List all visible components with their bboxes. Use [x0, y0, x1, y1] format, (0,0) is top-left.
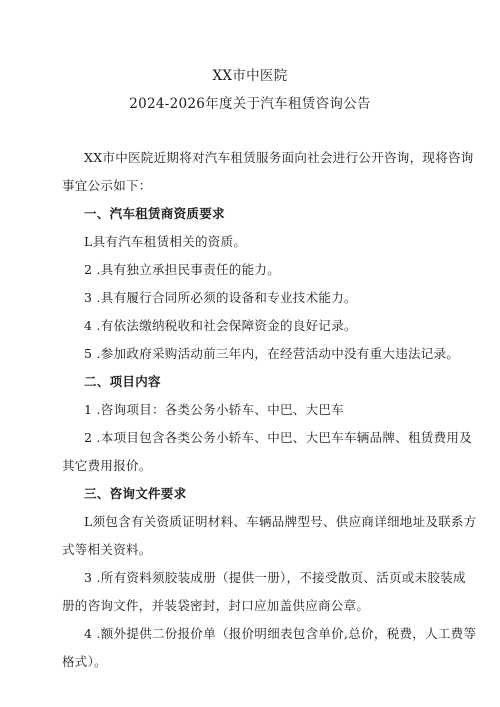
s2-item-1: 1 .咨询项目：各类公务小轿车、中巴、大巴车 — [84, 402, 345, 417]
s1-item-4: 4 .有依法缴纳税收和社会保障资金的良好记录。 — [84, 318, 357, 333]
s3-item-1-line-1: L须包含有关资质证明材料、车辆品牌型号、供应商详细地址及联系方 — [84, 514, 477, 529]
s2-item-2-line-2: 其它费用报价。 — [62, 458, 152, 473]
s1-item-2: 2 .具有独立承担民事责任的能力。 — [84, 262, 281, 277]
intro-line-1: XX市中医院近期将对汽车租赁服务面向社会进行公开咨询，现将咨询 — [84, 150, 474, 165]
s3-item-3-line-2: 册的咨询文件，并装袋密封，封口应加盖供应商公章。 — [62, 598, 370, 613]
s2-item-2-line-1: 2 .本项目包含各类公务小轿车、中巴、大巴车车辆品牌、租赁费用及 — [84, 430, 473, 445]
s1-item-1: L具有汽车租赁相关的资质。 — [84, 234, 247, 249]
s3-item-4-line-2: 格式）。 — [62, 654, 107, 669]
section-1-heading: 一、汽车租赁商资质要求 — [84, 206, 225, 221]
s3-item-1-line-2: 式等相关资料。 — [62, 542, 152, 557]
title-org: XX市中医院 — [212, 68, 288, 84]
s1-item-3: 3 .具有履行合同所必须的设备和专业技术能力。 — [84, 290, 357, 305]
section-2-heading: 二、项目内容 — [84, 374, 161, 389]
s3-item-4-line-1: 4 .额外提供二份报价单（报价明细表包含单价,总价，税费，人工费等 — [84, 626, 477, 641]
document-title: 2024-2026年度关于汽车租赁咨询公告 — [129, 96, 371, 112]
s3-item-3-line-1: 3 .所有资料须胶装成册（提供一册），不接受散页、活页或未胶装成 — [84, 570, 466, 585]
intro-line-2: 事宜公示如下： — [62, 178, 152, 193]
s1-item-5: 5 .参加政府采购活动前三年内，在经营活动中没有重大违法记录。 — [84, 346, 460, 361]
section-3-heading: 三、咨询文件要求 — [84, 486, 187, 501]
